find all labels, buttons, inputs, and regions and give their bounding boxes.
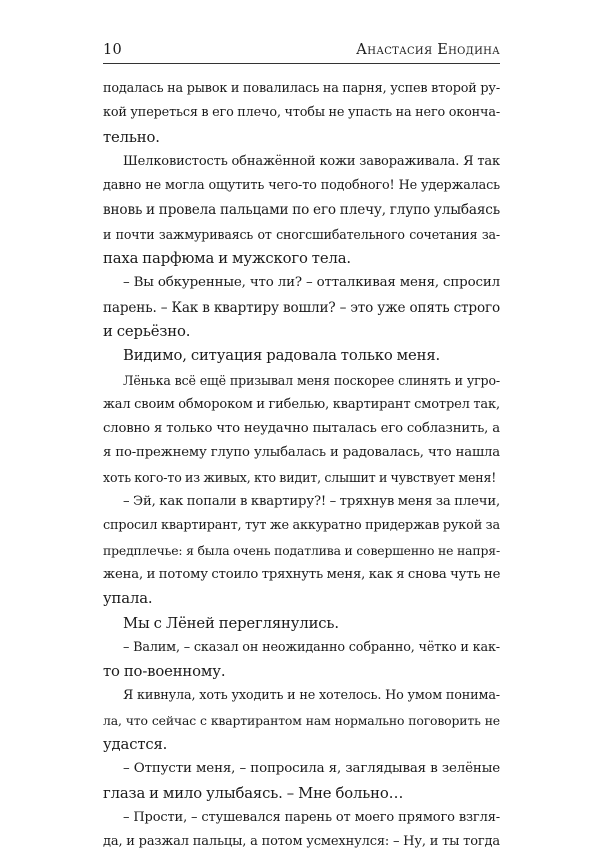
text-line: предплечье: я была очень податлива и совершенно не напря- xyxy=(103,542,500,558)
text-line: парень. – Как в квартиру вошли? – это уже опять строго xyxy=(103,299,500,316)
text-line: – Эй, как попали в квартиру?! – тряхнув меня за плечи, xyxy=(123,494,500,510)
text-line: словно я только что неудачно пыталась его соблазнить, а xyxy=(103,421,500,437)
text-line: – Вы обкуренные, что ли? – отталкивая меня, спросил xyxy=(123,275,500,291)
running-head xyxy=(103,40,500,64)
text-line: – Валим, – сказал он неожиданно собранно, чётко и как- xyxy=(123,639,500,655)
text-line: Я кивнула, хоть уходить и не хотелось. Но умом понима- xyxy=(123,688,500,704)
text-line: ла, что сейчас с квартирантом нам нормально поговорить не xyxy=(103,712,500,728)
text-line: да, и разжал пальцы, а потом усмехнулся: – Ну, и ты тогда xyxy=(103,834,500,850)
text-line: тельно. xyxy=(103,128,160,146)
text-line: жена, и потому стоило тряхнуть меня, как я снова чуть не xyxy=(103,566,501,582)
text-line: упала. xyxy=(103,590,153,608)
text-line: – Прости, – стушевался парень от моего прямого взгля- xyxy=(123,809,500,825)
text-line: спросил квартирант, тут же аккуратно придержав рукой за xyxy=(103,518,500,534)
text-line: подалась на рывок и повалилась на парня, успев второй ру- xyxy=(103,81,500,96)
text-line: и почти зажмуриваясь от сногсшибательного сочетания за- xyxy=(103,226,500,242)
text-line: я по-прежнему глупо улыбалась и радовалась, что нашла xyxy=(103,445,500,461)
author-name: Анастасия Енодина xyxy=(356,42,500,58)
text-line: – Отпусти меня, – попросила я, заглядывая в зелёные xyxy=(123,761,500,777)
text-line: Видимо, ситуация радовала только меня. xyxy=(123,347,441,365)
text-line: то по-военному. xyxy=(103,663,226,681)
text-line: Лёнька всё ещё призывал меня поскорее слинять и угро- xyxy=(123,372,500,388)
text-line: Шелковистость обнажённой кожи завораживала. Я так xyxy=(123,153,500,169)
body-text xyxy=(103,77,500,855)
text-line: Мы с Лёней переглянулись. xyxy=(123,614,339,632)
text-line: и серьёзно. xyxy=(103,322,191,340)
text-line: паха парфюма и мужского тела. xyxy=(103,250,351,268)
text-line: кой упереться в его плечо, чтобы не упасть на него оконча- xyxy=(103,105,500,121)
header-rule xyxy=(103,63,500,64)
text-line: удастся. xyxy=(103,736,168,754)
text-line: давно не могла ощутить чего-то подобного! Не удержалась xyxy=(103,178,500,194)
page-number: 10 xyxy=(103,42,123,58)
text-line: жал своим обмороком и гибелью, квартирант смотрел так, xyxy=(103,396,500,412)
text-line: хоть кого-то из живых, кто видит, слышит и чувствует меня! xyxy=(103,469,497,485)
text-line: глаза и мило улыбаясь. – Мне больно… xyxy=(103,784,404,802)
text-line: вновь и провела пальцами по его плечу, глупо улыбаясь xyxy=(103,202,500,219)
